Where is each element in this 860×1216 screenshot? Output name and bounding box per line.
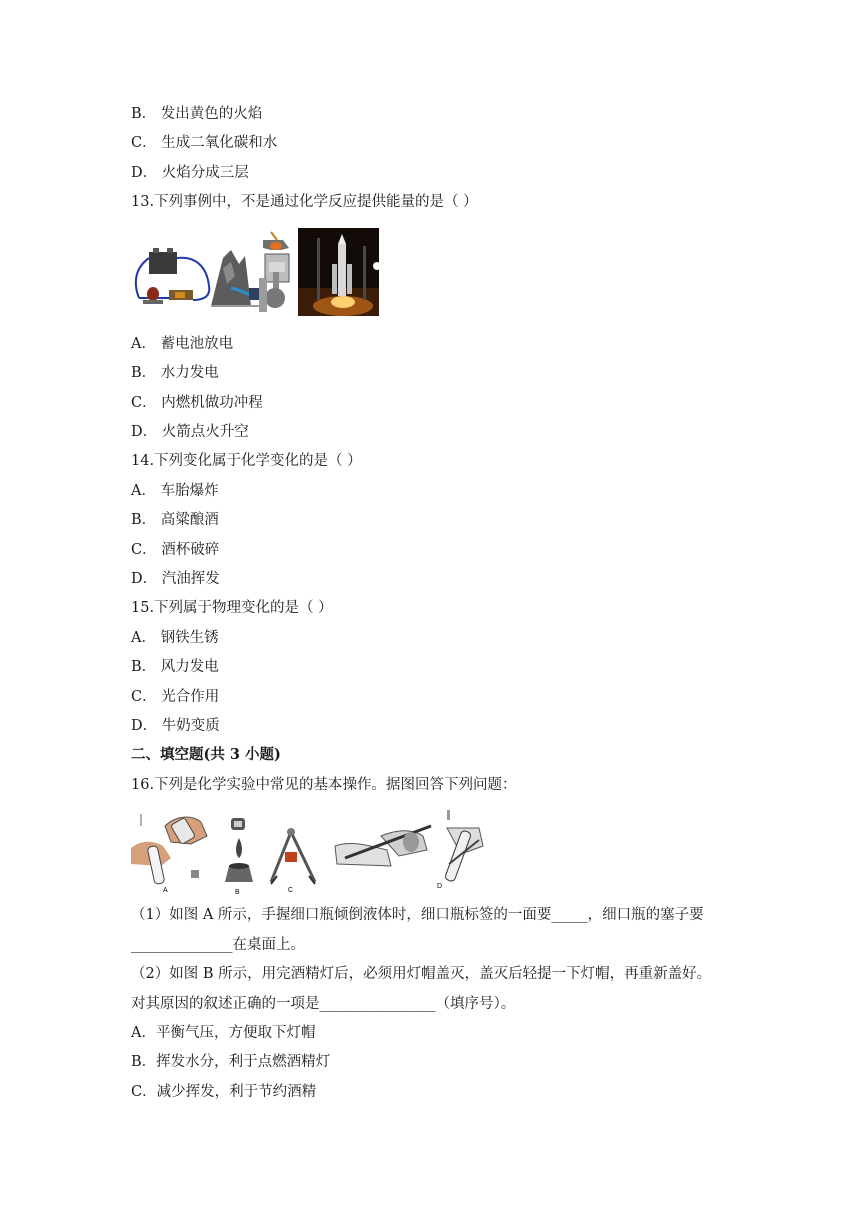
q15-option-d: D． 牛奶变质 [131, 718, 220, 734]
engine-piston-image [259, 232, 289, 312]
q13-figure [131, 228, 381, 318]
section-heading: 二、填空题(共 3 小题) [131, 746, 281, 763]
q16-option-a: A．平衡气压，方便取下灯帽 [131, 1025, 316, 1041]
inserting-tube-image [335, 826, 431, 866]
q16-stem: 16.下列是化学实验中常见的基本操作。据图回答下列问题： [131, 777, 517, 793]
q13-option-a: A． 蓄电池放电 [131, 336, 234, 352]
q15-option-b: B． 风力发电 [131, 659, 219, 675]
q14-option-c: C． 酒杯破碎 [131, 542, 220, 558]
q13-option-b: B． 水力发电 [131, 365, 219, 381]
q16-part1-line1: （1）如图 A 所示，手握细口瓶倾倒液体时，细口瓶标签的一面要_____，细口瓶的塞子要 [131, 907, 704, 923]
q16-part2-line2: 对其原因的叙述正确的一项是________________（填序号）。 [131, 996, 516, 1012]
figure-label-c: C [288, 887, 294, 894]
q16-option-b: B．挥发水分，利于点燃酒精灯 [131, 1054, 331, 1070]
q12-option-c: C． 生成二氧化碳和水 [131, 135, 278, 151]
alcohol-lamp-image [225, 818, 253, 882]
q14-option-d: D． 汽油挥发 [131, 571, 220, 587]
q13-stem: 13.下列事例中，不是通过化学反应提供能量的是（ ） [131, 194, 478, 210]
figure-label-a: A [163, 887, 168, 894]
pouring-liquid-image [131, 814, 207, 885]
q14-stem: 14.下列变化属于化学变化的是（ ） [131, 453, 362, 469]
q16-part2-line1: （2）如图 B 所示，用完酒精灯后，必须用灯帽盖灭，盖灭后轻提一下灯帽，再重新盖好。 [131, 966, 712, 982]
q15-stem: 15.下列属于物理变化的是（ ） [131, 600, 333, 616]
q16-part1-line2: ______________在桌面上。 [131, 937, 305, 953]
hydro-dam-image [211, 250, 261, 306]
q14-option-b: B． 高粱酿酒 [131, 512, 219, 528]
q12-option-b: B． 发出黄色的火焰 [131, 106, 263, 122]
q15-option-a: A． 钢铁生锈 [131, 630, 219, 646]
figure-label-b: B [235, 889, 240, 896]
q14-option-a: A． 车胎爆炸 [131, 483, 219, 499]
rocket-launch-image [298, 228, 381, 316]
test-tube-heating-image [444, 810, 483, 882]
q13-option-d: D． 火箭点火升空 [131, 424, 249, 440]
q16-option-c: C．减少挥发，利于节约酒精 [131, 1084, 317, 1100]
figure-label-d: D [437, 883, 443, 890]
q12-option-d: D． 火焰分成三层 [131, 165, 249, 181]
bent-tube-image [271, 828, 315, 884]
q15-option-c: C． 光合作用 [131, 689, 220, 705]
q16-figure [131, 806, 496, 900]
q13-option-c: C． 内燃机做功冲程 [131, 395, 263, 411]
battery-circuit-image [136, 248, 209, 304]
